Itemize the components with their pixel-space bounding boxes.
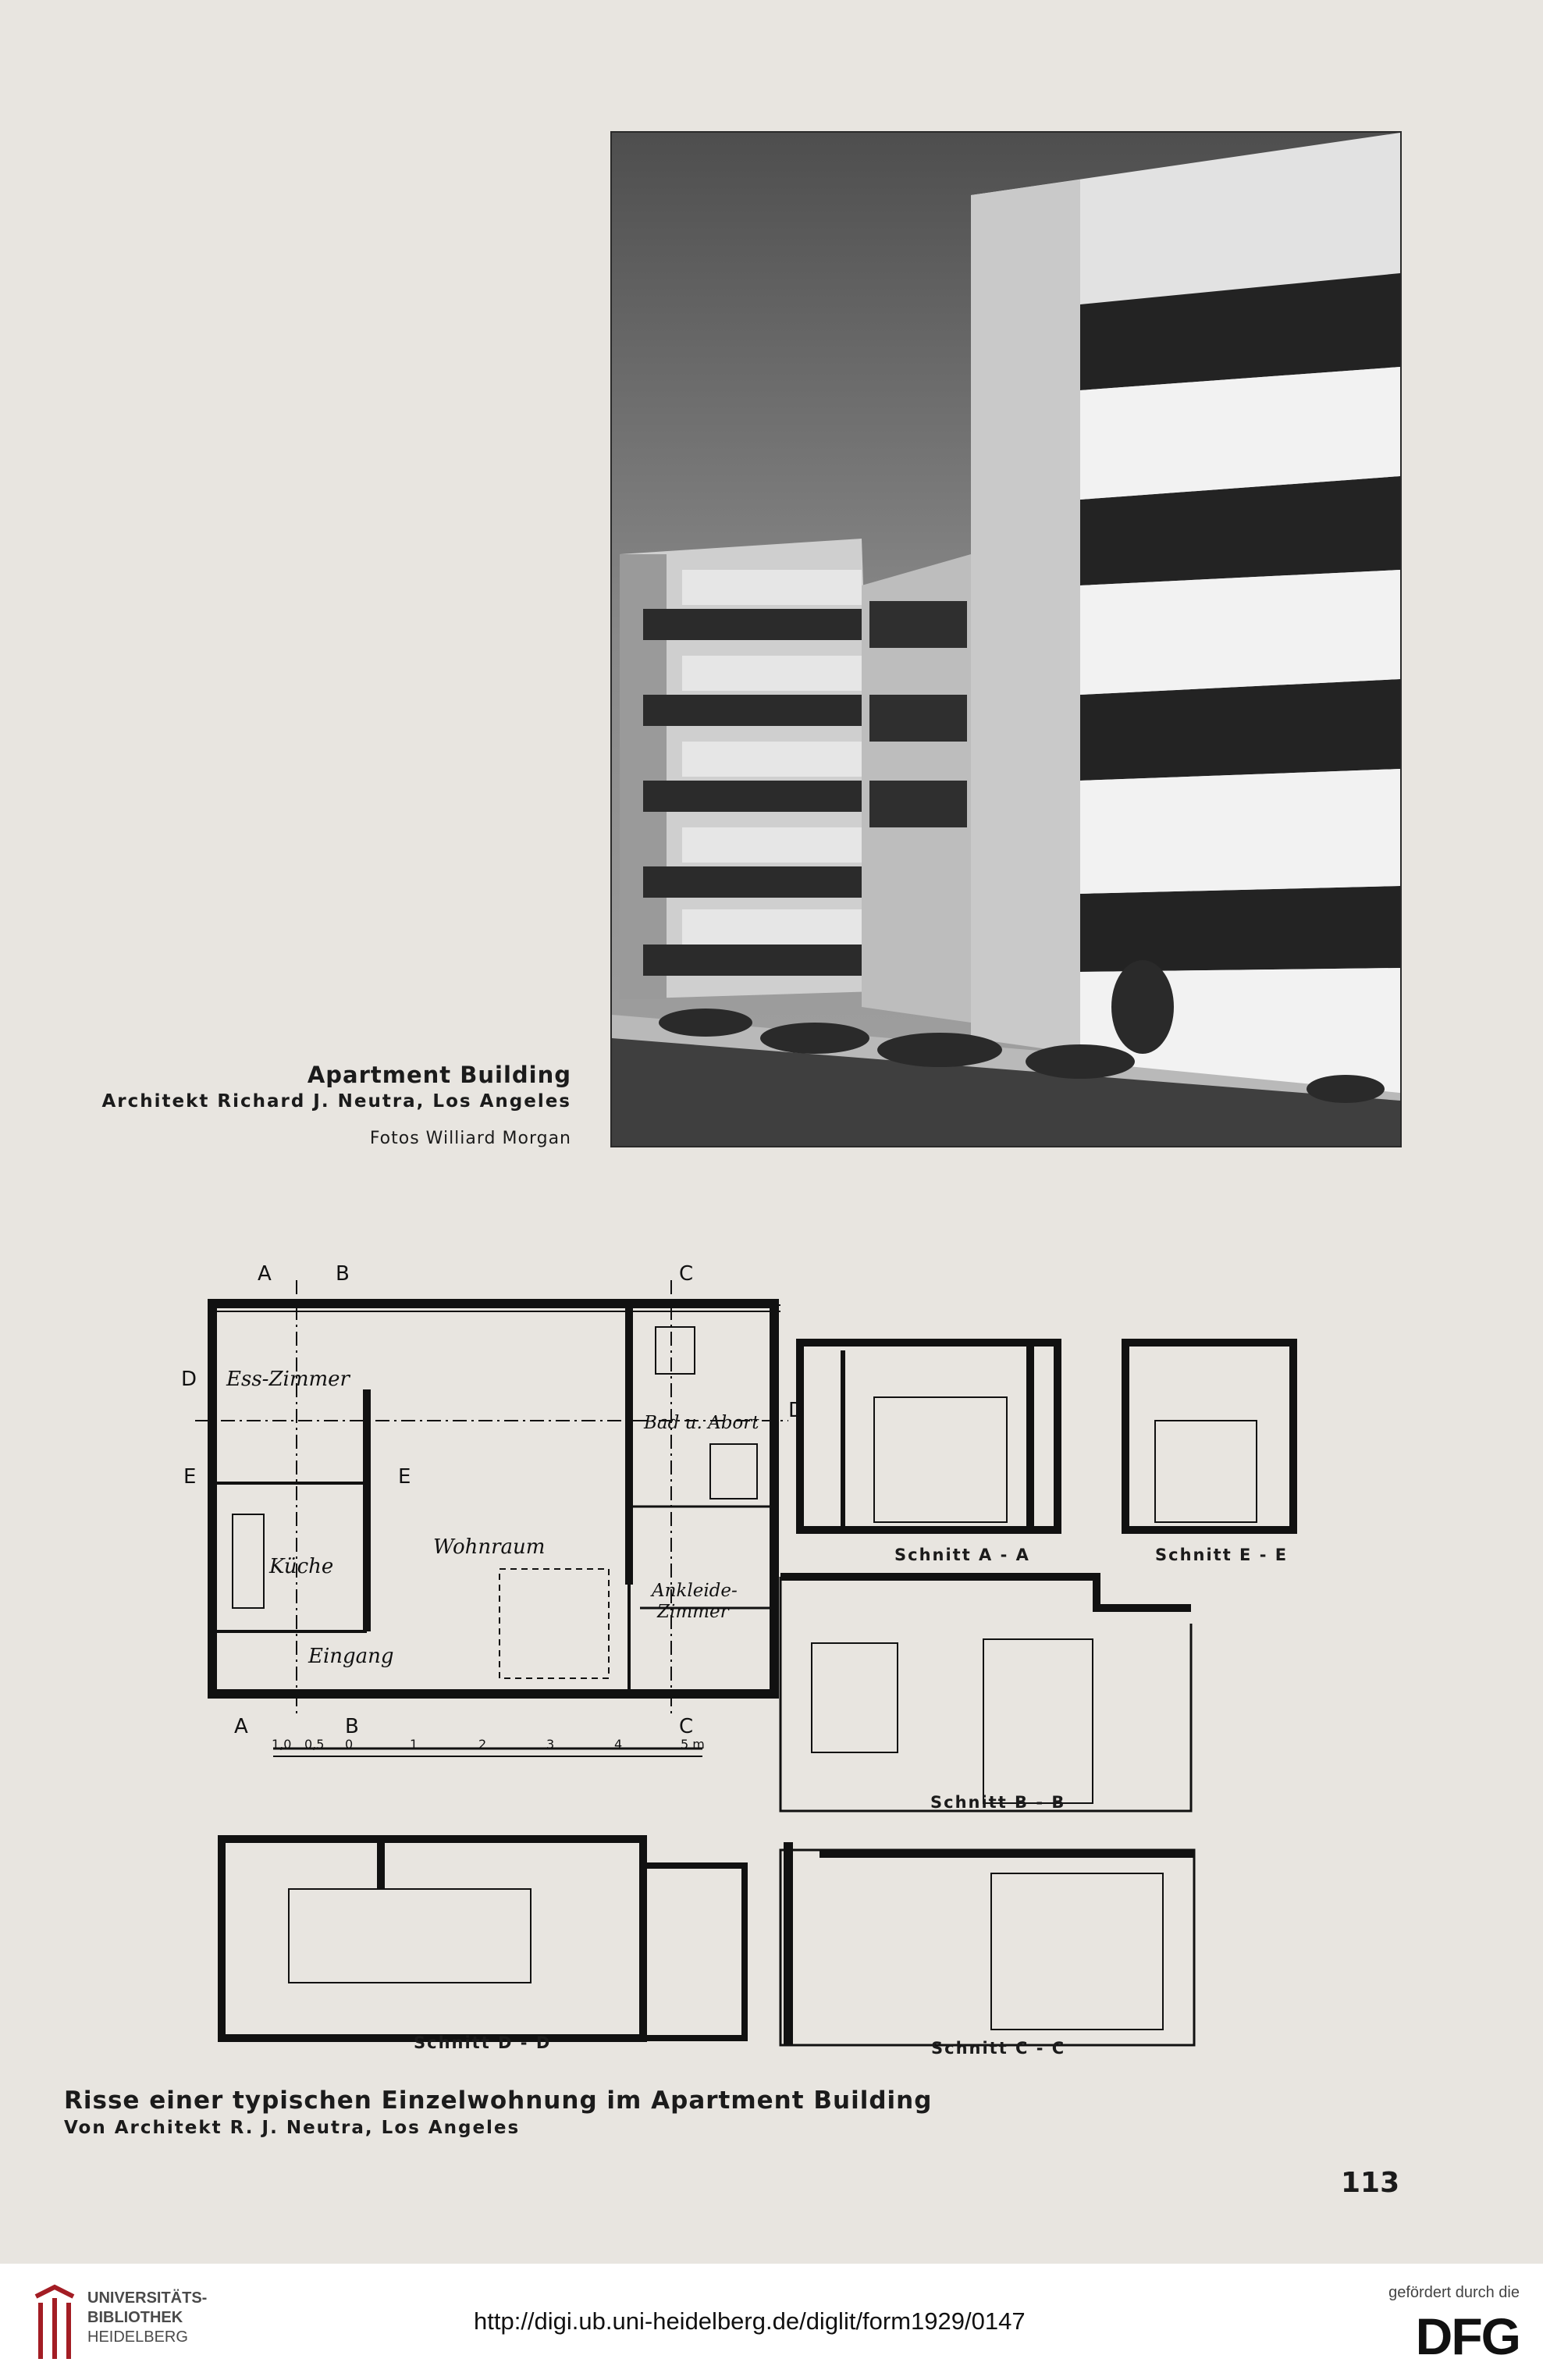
section-label-cc: Schnitt C - C xyxy=(931,2039,1066,2058)
scale-tick-2: 2 xyxy=(478,1737,487,1752)
plan-mark-a-bottom: A xyxy=(234,1715,248,1738)
ub-line-2: BIBLIOTHEK xyxy=(87,2309,183,2326)
section-label-aa: Schnitt A - A xyxy=(894,1546,1030,1564)
scale-tick-4: 4 xyxy=(614,1737,623,1752)
architectural-drawings xyxy=(172,1249,1303,2069)
building-photo xyxy=(610,131,1402,1147)
section-label-bb: Schnitt B - B xyxy=(930,1793,1066,1812)
section-label-ee: Schnitt E - E xyxy=(1155,1546,1289,1564)
floor-plan-and-sections xyxy=(172,1249,1303,2069)
scale-tick-5m: 5 m xyxy=(681,1737,705,1752)
plan-mark-d-right: D xyxy=(788,1399,805,1422)
photo-caption-credit: Fotos Williard Morgan xyxy=(369,1129,571,1148)
plan-label-eingang: Eingang xyxy=(308,1645,394,1668)
plan-mark-c-top: C xyxy=(679,1262,694,1286)
plan-label-zimmer: Zimmer xyxy=(657,1602,729,1622)
scale-tick-0-5: 0,5 xyxy=(304,1737,325,1752)
scale-tick-1-0: 1,0 xyxy=(272,1737,292,1752)
plan-mark-b-bottom: B xyxy=(345,1715,359,1738)
scale-tick-1: 1 xyxy=(410,1737,418,1752)
scale-tick-3: 3 xyxy=(546,1737,555,1752)
photo-caption-architect: Architekt Richard J. Neutra, Los Angeles xyxy=(101,1091,571,1112)
scale-tick-0: 0 xyxy=(345,1737,354,1752)
plan-mark-d-left: D xyxy=(181,1368,197,1391)
document-url-link[interactable]: http://digi.ub.uni-heidelberg.de/diglit/form1929/0147 xyxy=(474,2307,1026,2335)
main-caption: Risse einer typischen Einzelwohnung im Apartment Building xyxy=(64,2087,933,2115)
plan-label-bad-abort: Bad u. Abort xyxy=(644,1413,759,1433)
dfg-funding-label: gefördert durch die xyxy=(1388,2284,1520,2301)
plan-mark-c-bottom: C xyxy=(679,1715,694,1738)
plan-label-ankleide: Ankleide- xyxy=(652,1581,738,1601)
plan-mark-a-top: A xyxy=(258,1262,272,1286)
plan-mark-e-left: E xyxy=(183,1465,197,1489)
photo-caption-title: Apartment Building xyxy=(307,1062,571,1088)
ub-line-1: UNIVERSITÄTS- xyxy=(87,2289,208,2307)
footer-bar xyxy=(0,2264,1543,2380)
university-library-name xyxy=(87,2289,207,2347)
dfg-logo: DFG xyxy=(1415,2307,1520,2365)
section-label-dd: Schnitt D - D xyxy=(414,2033,552,2052)
plan-mark-e-right: E xyxy=(398,1465,411,1489)
building-photo-illustration xyxy=(612,133,1400,1146)
ub-line-3: HEIDELBERG xyxy=(87,2328,188,2346)
plan-label-ess-zimmer: Ess-Zimmer xyxy=(226,1368,350,1391)
plan-mark-b-top: B xyxy=(336,1262,350,1286)
university-library-logo-icon xyxy=(31,2281,78,2364)
plan-label-wohnraum: Wohnraum xyxy=(433,1535,546,1559)
plan-label-kuche: Küche xyxy=(269,1555,334,1578)
page-number: 113 xyxy=(1341,2167,1400,2199)
sub-caption: Von Architekt R. J. Neutra, Los Angeles xyxy=(64,2118,521,2138)
